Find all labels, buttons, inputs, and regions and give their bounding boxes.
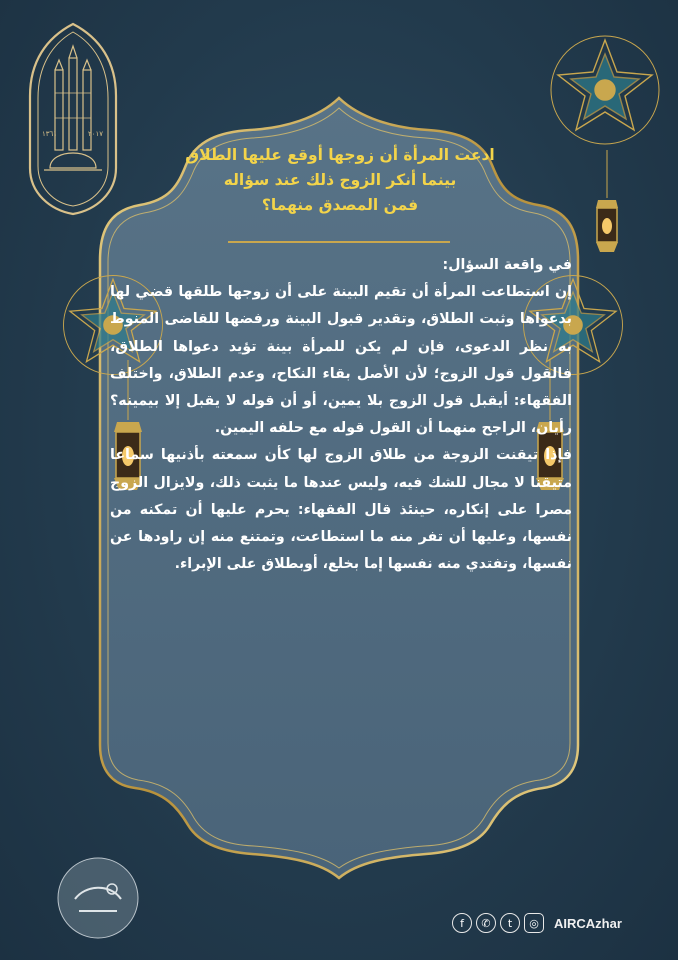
social-handle[interactable]: AIRCAzhar [554, 915, 622, 931]
facebook-icon[interactable]: f [452, 913, 472, 933]
logo-year-left: ١٣٦١ [42, 130, 58, 138]
twitter-icon[interactable]: t [500, 913, 520, 933]
whatsapp-icon[interactable]: ✆ [476, 913, 496, 933]
answer-subtitle: في واقعة السؤال: [442, 257, 572, 273]
media-center-logo [55, 855, 141, 941]
answer-paragraph: إن استطاعت المرأة أن تقيم البينة على أن زوجها طلقها قضي لها بدعواها وثبت الطلاق، وتقدير قبول البينة ورفضها للقاضى المنوط به نظر الدعوى، فإن لم يكن للمرأة بينة تؤيد دعواها الطلاق، فالقول قول الزوج؛ لأن الأصل بقاء النكاح، وعدم الطلاق، واختلف الفقهاء: أيقبل قول الزوج بلا يمين، أو أن قوله لا يقبل إلا بيمينه؟ رأيان، الراجح منهما أن القول قوله مع حلفه اليمين. [110, 284, 572, 437]
academy-logo [22, 18, 124, 218]
answer-paragraph: فإذا تيقنت الزوجة من طلاق الزوج لها كأن سمعته بأذنيها سماعا متيقنا لا مجال للشك فيه، وليس عندها ما يثبت ذلك، ولايزال الزوج مصرا على إنكاره، حينئذ قال الفقهاء: يحرم عليها أن تمكنه من نفسها، وعليها أن تفر منه ما استطاعت، وتمتنع منه إن راودها عن نفسها، وتفتدي منه نفسها إما بخلع، أوبطلاق على الإبراء. [110, 447, 572, 573]
title-line: ادعت المرأة أن زوجها أوقع عليها الطلاق [185, 146, 495, 164]
lantern-icon [590, 150, 624, 270]
logo-year-right: ٢٠١٧ [88, 130, 104, 138]
title-divider [228, 241, 450, 243]
title-line: بينما أنكر الزوج ذلك عند سؤاله [223, 171, 457, 189]
star-ornament-icon [545, 30, 665, 150]
social-bar [452, 912, 622, 934]
title-line: فمن المصدق منهما؟ [261, 196, 419, 214]
instagram-icon[interactable]: ◎ [524, 913, 544, 933]
question-title [150, 143, 530, 218]
answer-body [110, 252, 572, 578]
